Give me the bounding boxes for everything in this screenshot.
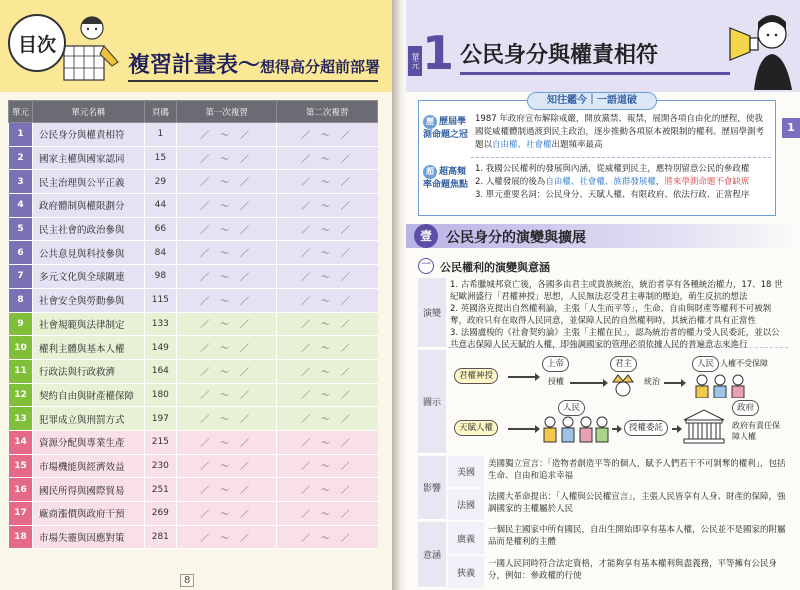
plan-title	[128, 48, 380, 79]
col-header: 第二次複習	[277, 101, 378, 123]
divine-right-box: 君權神授	[454, 368, 498, 384]
people-label: 人民	[692, 356, 719, 372]
focus-item: 2. 人權發展的後為自由權、社會權、族群發展權，將來學測命題不會缺席	[475, 177, 750, 187]
table-row	[9, 383, 378, 407]
second-review-cell: ／ ～ ／	[277, 336, 378, 360]
page-cell: 281	[144, 525, 176, 549]
plan-title-main: 複習計畫表～	[128, 53, 261, 78]
col-header: 單元	[9, 101, 33, 123]
history-marker: 歷	[423, 115, 437, 129]
unit-name-cell: 市場失靈與因應對策	[32, 525, 144, 549]
arrow-icon	[570, 382, 606, 384]
page-cell: 251	[144, 478, 176, 502]
people2-label: 人民	[558, 400, 585, 416]
table-row	[9, 123, 378, 147]
page-cell: 164	[144, 359, 176, 383]
second-review-cell: ／ ～ ／	[277, 194, 378, 218]
second-review-cell: ／ ～ ／	[277, 454, 378, 478]
chapter-side-tab: 1	[782, 118, 800, 138]
unit-number-cell: 4	[9, 194, 33, 218]
chapter-title: 公民身分與權責相符	[460, 43, 659, 68]
page-cell: 98	[144, 265, 176, 289]
first-review-cell: ／ ～ ／	[176, 407, 277, 431]
page-cell: 269	[144, 502, 176, 526]
unit-name-cell: 權利主體與基本人權	[32, 336, 144, 360]
table-header-row	[9, 101, 378, 123]
unit-number-cell: 6	[9, 241, 33, 265]
page-cell: 115	[144, 288, 176, 312]
table-row	[9, 217, 378, 241]
unit-number-cell: 1	[9, 123, 33, 147]
first-review-cell: ／ ～ ／	[176, 525, 277, 549]
second-review-cell: ／ ～ ／	[277, 217, 378, 241]
first-review-cell: ／ ～ ／	[176, 336, 277, 360]
page-cell: 149	[144, 336, 176, 360]
second-review-cell: ／ ～ ／	[277, 478, 378, 502]
unit-number-cell: 18	[9, 525, 33, 549]
page-cell: 230	[144, 454, 176, 478]
table-row	[9, 241, 378, 265]
focus-item: 1. 我國公民權利的發展與內涵，從威權到民主，應特別留意公民的參政權	[475, 164, 750, 174]
unit-number-cell: 13	[9, 407, 33, 431]
second-review-cell: ／ ～ ／	[277, 383, 378, 407]
meaning-label: 意涵	[418, 522, 446, 588]
unit-name-cell: 公共意見與科技參與	[32, 241, 144, 265]
evolution-label: 演變	[418, 278, 446, 348]
left-page	[0, 0, 392, 590]
second-review-cell: ／ ～ ／	[277, 170, 378, 194]
key-points-title: 知往鑑今｜一語道破	[527, 92, 657, 110]
page-cell: 215	[144, 430, 176, 454]
key-points-box	[418, 95, 776, 216]
page-cell: 44	[144, 194, 176, 218]
focus-item: 3. 單元重要名詞：公民身分、天賦人權、有限政府、依法行政、正當程序	[475, 190, 750, 200]
first-review-cell: ／ ～ ／	[176, 454, 277, 478]
table-row	[9, 359, 378, 383]
page-number: 8	[180, 574, 194, 587]
unit-name-cell: 多元文化與全球關連	[32, 265, 144, 289]
second-review-cell: ／ ～ ／	[277, 146, 378, 170]
second-review-cell: ／ ～ ／	[277, 407, 378, 431]
unit-name-cell: 犯罪成立與刑罰方式	[32, 407, 144, 431]
first-review-cell: ／ ～ ／	[176, 359, 277, 383]
evolution-text	[448, 278, 788, 348]
table-row	[9, 170, 378, 194]
unit-number-cell: 11	[9, 359, 33, 383]
evolution-item: 3. 法國盧梭的《社會契約論》主張「主權在民」，認為統治者的權力受人民委託，並以公共意志保障人民天賦的人權，即強調國家的管理必須依據人民的普遍意志來進行	[450, 328, 780, 350]
unit-badge: 單元	[408, 46, 422, 76]
rights-diagram	[448, 354, 788, 464]
unit-name-cell: 公民身分與權責相符	[32, 123, 144, 147]
table-row	[9, 502, 378, 526]
unit-name-cell: 政府體制與權限劃分	[32, 194, 144, 218]
second-review-cell: ／ ～ ／	[277, 312, 378, 336]
second-review-cell: ／ ～ ／	[277, 265, 378, 289]
focus-marker: 超	[423, 165, 437, 179]
second-review-cell: ／ ～ ／	[277, 241, 378, 265]
unit-name-cell: 廠商漲價與政府干預	[32, 502, 144, 526]
influence-sub: 法國	[448, 489, 484, 520]
unit-number-cell: 16	[9, 478, 33, 502]
influence-text: 法國大革命提出：「人權與公民權宣言」，主張人民皆享有人身、財產的保障，強調國家的主權屬於人民	[488, 492, 786, 514]
unit-number-cell: 5	[9, 217, 33, 241]
first-review-cell: ／ ～ ／	[176, 217, 277, 241]
arrow-icon	[664, 382, 684, 384]
first-review-cell: ／ ～ ／	[176, 265, 277, 289]
second-review-cell: ／ ～ ／	[277, 525, 378, 549]
meaning-text: 一個民主國家中所有國民，自出生開始即享有基本人權，公民並不是國家的附屬品而是權利的主體	[488, 525, 786, 547]
book-gutter	[392, 0, 406, 590]
unit-name-cell: 國家主權與國家認同	[32, 146, 144, 170]
entrust-box: 授權委託	[624, 420, 668, 436]
title-underline	[460, 72, 730, 75]
unit-number-cell: 15	[9, 454, 33, 478]
review-plan-table	[8, 100, 378, 549]
king-icon	[608, 372, 638, 400]
diagram-label: 圖示	[418, 350, 446, 454]
first-review-cell: ／ ～ ／	[176, 170, 277, 194]
table-row	[9, 478, 378, 502]
arrow-icon	[612, 428, 620, 430]
megaphone-person-icon	[724, 8, 798, 90]
section-marker: 壹	[414, 224, 438, 248]
second-review-cell: ／ ～ ／	[277, 288, 378, 312]
col-header: 第一次複習	[176, 101, 277, 123]
gov-note: 政府有責任保障人權	[732, 421, 780, 441]
page-cell: 180	[144, 383, 176, 407]
first-review-cell: ／ ～ ／	[176, 241, 277, 265]
first-review-cell: ／ ～ ／	[176, 478, 277, 502]
divider	[471, 157, 771, 158]
page-cell: 66	[144, 217, 176, 241]
unit-name-cell: 國民所得與國際貿易	[32, 478, 144, 502]
people-note: 人權不受保障	[720, 359, 768, 368]
page-cell: 1	[144, 123, 176, 147]
second-review-cell: ／ ～ ／	[277, 430, 378, 454]
second-review-cell: ／ ～ ／	[277, 502, 378, 526]
people-icon	[692, 372, 752, 398]
history-text: 1987 年政府宣布解除戒嚴，開放黨禁、報禁，展開各項自由化的歷程，使我國從威權體制過渡到民主政治，逐步推動各項原本被限制的權利。歷屆學測考題以自由權、社會權出題頻率最高	[475, 114, 765, 150]
arrow-icon	[672, 428, 680, 430]
arrow-icon	[508, 428, 538, 430]
second-review-cell: ／ ～ ／	[277, 123, 378, 147]
influence-label: 影響	[418, 456, 446, 520]
unit-name-cell: 社會規範與法律制定	[32, 312, 144, 336]
first-review-cell: ／ ～ ／	[176, 430, 277, 454]
history-label: 歷 歷屆學測命題之冠	[423, 117, 469, 140]
table-row	[9, 194, 378, 218]
table-row	[9, 312, 378, 336]
table-row	[9, 407, 378, 431]
natural-rights-box: 天賦人權	[454, 420, 498, 436]
god-label: 上帝	[542, 356, 569, 372]
arrow-icon	[508, 376, 538, 378]
table-row	[9, 288, 378, 312]
page-cell: 133	[144, 312, 176, 336]
first-review-cell: ／ ～ ／	[176, 383, 277, 407]
meaning-sub: 狹義	[448, 556, 484, 588]
first-review-cell: ／ ～ ／	[176, 146, 277, 170]
influence-text: 美國獨立宣言：「造物者創造平等的個人，賦予人們若干不可剝奪的權利」，包括生命、自由和追求幸福	[488, 459, 786, 481]
table-body	[9, 123, 378, 549]
focus-list	[475, 163, 771, 202]
government-building-icon	[682, 408, 726, 444]
subsection-title: 公民權利的演變與意涵	[440, 261, 550, 274]
unit-number-cell: 3	[9, 170, 33, 194]
plan-title-sub: 想得高分超前部署	[260, 58, 381, 76]
unit-name-cell: 民主治理與公平正義	[32, 170, 144, 194]
page-cell: 84	[144, 241, 176, 265]
title-underline	[128, 80, 378, 82]
unit-name-cell: 契約自由與財產權保障	[32, 383, 144, 407]
table-row	[9, 265, 378, 289]
influence-sub: 美國	[448, 456, 484, 487]
unit-name-cell: 市場機能與經濟效益	[32, 454, 144, 478]
first-review-cell: ／ ～ ／	[176, 123, 277, 147]
gov-label: 政府	[732, 400, 759, 416]
table-row	[9, 525, 378, 549]
unit-number-cell: 2	[9, 146, 33, 170]
unit-name-cell: 行政法與行政救濟	[32, 359, 144, 383]
first-review-cell: ／ ～ ／	[176, 288, 277, 312]
unit-number-cell: 14	[9, 430, 33, 454]
meaning-text: 一國人民同時符合法定資格，才能夠享有基本權利與盡義務，平等擁有公民身分，例如：參政權的行使	[488, 559, 778, 581]
page-cell: 15	[144, 146, 176, 170]
col-header: 單元名稱	[32, 101, 144, 123]
second-review-cell: ／ ～ ／	[277, 359, 378, 383]
right-page	[406, 0, 800, 590]
unit-name-cell: 社會安全與勞動參與	[32, 288, 144, 312]
unit-name-cell: 資源分配與專業生產	[32, 430, 144, 454]
king-label: 君主	[610, 356, 637, 372]
first-review-cell: ／ ～ ／	[176, 194, 277, 218]
first-review-cell: ／ ～ ／	[176, 502, 277, 526]
unit-number-cell: 9	[9, 312, 33, 336]
first-review-cell: ／ ～ ／	[176, 312, 277, 336]
page-cell: 197	[144, 407, 176, 431]
subsection-marker: 一	[418, 258, 434, 274]
table-row	[9, 146, 378, 170]
table-row	[9, 336, 378, 360]
focus-label: 超 超高頻率命題焦點	[423, 167, 469, 190]
grant-label: 授權	[548, 377, 564, 386]
unit-name-cell: 民主社會的政治參與	[32, 217, 144, 241]
table-row	[9, 454, 378, 478]
evolution-item: 2. 英國洛克提出自然權利論，主張「人生而平等」，生命、自由與財產等權利不可被剝奪，政府只有在取得人民同意，並保障人民的自然權利時，其統治權才具有正當性	[450, 304, 772, 326]
unit-number: 1	[422, 26, 455, 80]
unit-number-cell: 12	[9, 383, 33, 407]
evolution-item: 1. 古希臘城邦衰亡後，各國多由君主或貴族統治，統治者享有各種統治權力，17、18 世紀歐洲盛行「君權神授」思想，人民無法忍受君主專制的壓迫，萌生反抗的想法	[450, 280, 783, 302]
unit-number-cell: 8	[9, 288, 33, 312]
unit-number-cell: 7	[9, 265, 33, 289]
unit-number-cell: 17	[9, 502, 33, 526]
citizens-icon	[540, 414, 610, 444]
toc-badge: 目次	[8, 14, 66, 72]
unit-number-cell: 10	[9, 336, 33, 360]
table-row	[9, 430, 378, 454]
col-header: 頁碼	[144, 101, 176, 123]
section-title: 公民身分的演變與擴展	[446, 230, 586, 246]
page-cell: 29	[144, 170, 176, 194]
meaning-sub: 廣義	[448, 522, 484, 554]
rule-label: 統治	[644, 377, 660, 386]
